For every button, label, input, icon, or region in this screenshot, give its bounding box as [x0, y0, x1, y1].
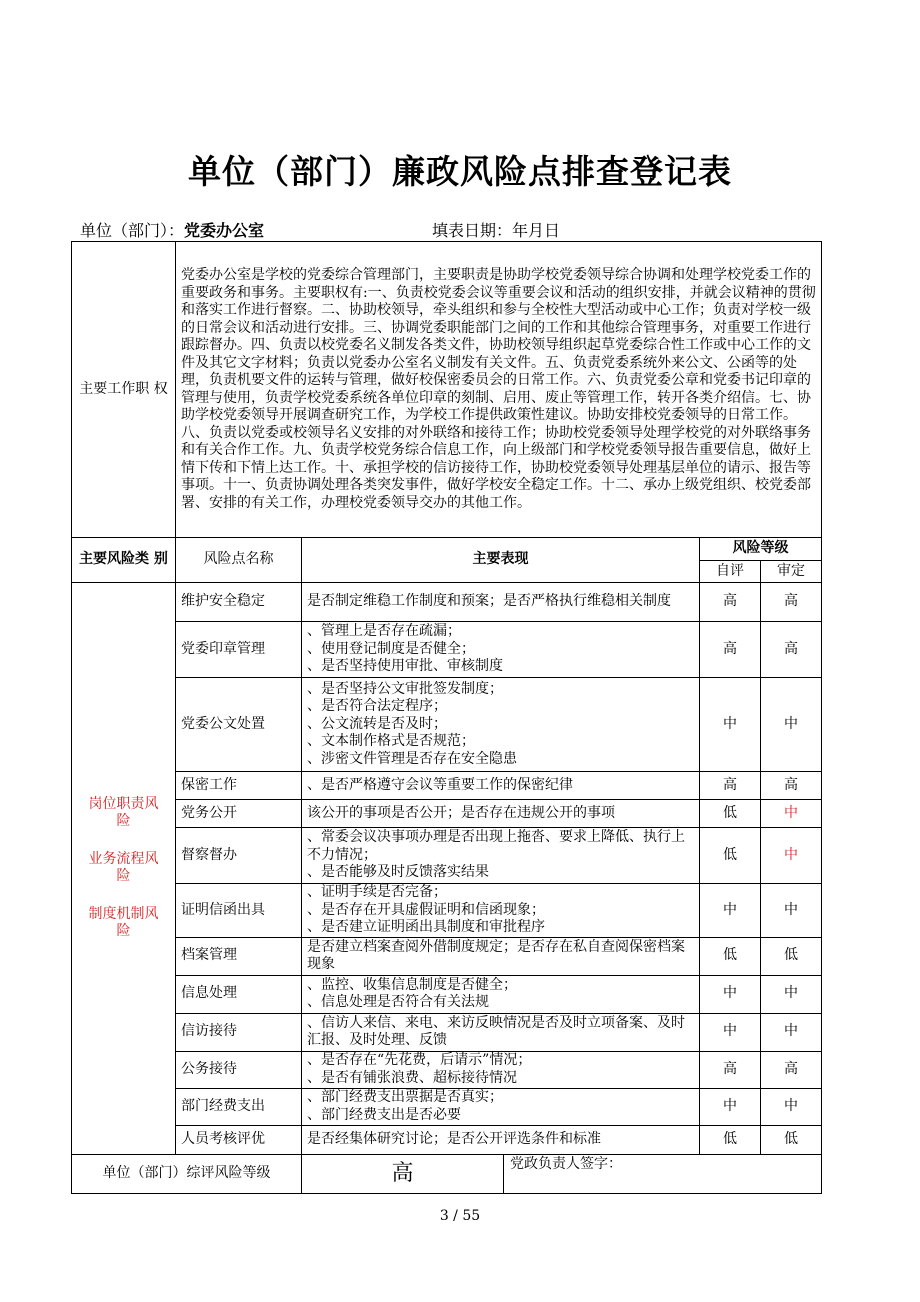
risk-description-line: 、管理上是否存在疏漏；	[307, 623, 461, 640]
risk-name: 党务公开	[176, 800, 302, 828]
risk-description-line: 是否制定维稳工作制度和预案；是否严格执行维稳相关制度	[307, 593, 671, 610]
header-category: 主要风险类 别	[72, 538, 176, 583]
risk-description-line: 、是否坚持公文审批签发制度；	[307, 680, 503, 697]
risk-description-line: 、是否严格遵守会议等重要工作的保密纪律	[307, 776, 573, 793]
risk-description-line: 、是否建立证明函出具制度和审批程序	[307, 919, 545, 935]
risk-row	[72, 1013, 822, 1051]
risk-row	[72, 772, 822, 800]
risk-description-line: 、信息处理是否符合有关法规	[307, 994, 489, 1010]
review-level: 高	[761, 772, 822, 800]
risk-name: 人员考核评优	[176, 1125, 302, 1154]
risk-description-line: 、是否存在“先花费，后请示”情况；	[307, 1052, 532, 1068]
duties-text: 党委办公室是学校的党委综合管理部门，主要职责是协助学校党委领导综合协调和处理学校党委工作的重要政务和事务。主要职权有:一、负责校党委会议等重要会议和活动的组织安排，并就会议精神的贯彻和落实工作进行督察。二、协助校领导，牵头组织和参与全校性大型活动或中心工作；负责对学校一级的日常会议和活动进行安排。三、协调党委职能部门之间的工作和其他综合管理事务，对重要工作进行跟踪督办。四、负责以校党委名义制发各类文件，协助校领导组织起草党委综合性工作或中心工作的文件及其它文字材料；负责以党委办公室名义制发有关文件。五、负责党委系统外来公文、公函等的处理，负责机要文件的运转与管理，做好校保密委员会的日常工作。六、负责党委公章和党委书记印章的管理与使用，负责学校党委系统各单位印章的刻制、启用、废止等管理工作，转开各类介绍信。七、协助学校党委领导开展调查研究工作，为学校工作提供政策性建议。协助安排校党委领导的日常工作。八、负责以党委或校领导名义安排的对外联络和接待工作；协助校党委领导处理学校党的对外联络事务和有关合作工作。九、负责学校党务综合信息工作，向上级部门和学校党委领导报告重要信息，做好上情下传和下情上达工作。十、承担学校的信访接待工作，协助校党委领导处理基层单位的请示、报告等事项。十一、负责协调处理各类突发事件，做好学校安全稳定工作。十二、承办上级党组织、校党委部署、安排的有关工作，办理校党委领导交办的其他工作。	[176, 242, 822, 538]
risk-description	[302, 1088, 700, 1125]
risk-description	[302, 800, 700, 828]
risk-row	[72, 1088, 822, 1125]
self-eval-level: 中	[700, 884, 761, 938]
risk-category: 岗位职责风 险	[88, 795, 173, 830]
risk-name: 档案管理	[176, 937, 302, 975]
risk-row	[72, 583, 822, 622]
unit-value: 党委办公室	[184, 221, 265, 240]
self-eval-level: 中	[700, 1013, 761, 1051]
risk-description-line: 、使用登记制度是否健全；	[307, 640, 475, 657]
risk-description-line: 、部门经费支出票据是否真实；	[307, 1089, 503, 1105]
self-eval-level: 高	[700, 622, 761, 678]
summary-label: 单位（部门）综评风险等级	[72, 1154, 302, 1193]
risk-register-table	[71, 241, 822, 1194]
risk-name: 信访接待	[176, 1013, 302, 1051]
risk-description-line: 、涉密文件管理是否存在安全隐患	[307, 750, 517, 767]
risk-description-line: 、文本制作格式是否规范；	[307, 733, 475, 750]
risk-row	[72, 937, 822, 975]
risk-description	[302, 937, 700, 975]
risk-row	[72, 975, 822, 1013]
review-level: 高	[761, 622, 822, 678]
risk-description-line: 该公开的事项是否公开；是否存在违规公开的事项	[307, 804, 615, 821]
self-eval-level: 低	[700, 828, 761, 884]
review-level: 中	[761, 828, 822, 884]
risk-description	[302, 1013, 700, 1051]
self-eval-level: 中	[700, 1088, 761, 1125]
header-self-eval: 自评	[700, 561, 761, 583]
risk-name: 部门经费支出	[176, 1088, 302, 1125]
risk-row	[72, 622, 822, 678]
risk-description	[302, 1051, 700, 1088]
review-level: 低	[761, 937, 822, 975]
unit-label: 单位（部门）：	[80, 221, 185, 240]
summary-row	[72, 1154, 822, 1193]
review-level: 高	[761, 583, 822, 622]
risk-description-line: 、是否有铺张浪费、超标接待情况	[307, 1069, 517, 1086]
risk-row	[72, 1051, 822, 1088]
signature-label: 党政负责人签字：	[510, 1155, 622, 1172]
self-eval-level: 中	[700, 678, 761, 772]
risk-description	[302, 1125, 700, 1154]
form-meta	[80, 218, 561, 241]
duties-label: 主要工作职 权	[72, 242, 176, 538]
risk-description	[302, 828, 700, 884]
risk-name: 证明信函出具	[176, 884, 302, 938]
risk-description-line: 、监控、收集信息制度是否健全；	[307, 976, 517, 993]
risk-description-line: 、证明手续是否完备；	[307, 884, 447, 900]
risk-description	[302, 975, 700, 1013]
review-level: 中	[761, 975, 822, 1013]
header-manifestation: 主要表现	[302, 538, 700, 583]
risk-name: 维护安全稳定	[176, 583, 302, 622]
risk-description	[302, 884, 700, 938]
risk-name: 党委印章管理	[176, 622, 302, 678]
risk-description-line: 、是否能够及时反馈落实结果	[307, 864, 489, 881]
risk-description-line: 、部门经费支出是否必要	[307, 1106, 461, 1123]
self-eval-level: 低	[700, 800, 761, 828]
review-level: 高	[761, 1051, 822, 1088]
page-number: 3 / 55	[439, 1208, 481, 1224]
risk-row	[72, 1125, 822, 1154]
risk-name: 督察督办	[176, 828, 302, 884]
review-level: 中	[761, 678, 822, 772]
review-level: 低	[761, 1125, 822, 1154]
review-level: 中	[761, 1088, 822, 1125]
self-eval-level: 高	[700, 583, 761, 622]
self-eval-level: 中	[700, 975, 761, 1013]
risk-description-line: 、信访人来信、来电、来访反映情况是否及时立项备案、及时汇报、及时处理、反馈	[307, 1014, 685, 1048]
risk-name: 公务接待	[176, 1051, 302, 1088]
risk-description-line: 、公文流转是否及时；	[307, 715, 447, 732]
page-title: 单位（部门）廉政风险点排查登记表	[188, 152, 732, 191]
self-eval-level: 高	[700, 1051, 761, 1088]
risk-row	[72, 678, 822, 772]
summary-right	[302, 1154, 822, 1193]
self-eval-level: 高	[700, 772, 761, 800]
self-eval-level: 低	[700, 1125, 761, 1154]
risk-description-line: 、是否符合法定程序；	[307, 698, 447, 715]
risk-row	[72, 884, 822, 938]
risk-row	[72, 800, 822, 828]
risk-row	[72, 828, 822, 884]
header-row	[72, 538, 822, 561]
risk-name: 保密工作	[176, 772, 302, 800]
header-level: 风险等级	[700, 538, 822, 561]
risk-description-line: 是否建立档案查阅外借制度规定；是否存在私自查阅保密档案现象	[307, 938, 685, 972]
risk-description-line: 、常委会议决事项办理是否出现上拖沓、要求上降低、执行上不力情况；	[307, 829, 685, 863]
fill-date: 填表日期：年月日	[432, 221, 561, 240]
duties-row	[72, 242, 822, 538]
risk-category: 业务流程风 险	[88, 850, 173, 885]
risk-description	[302, 622, 700, 678]
summary-level: 高	[302, 1155, 504, 1193]
risk-description	[302, 583, 700, 622]
risk-category: 制度机制风 险	[88, 905, 173, 940]
risk-description-line: 、是否存在开具虚假证明和信函现象；	[307, 901, 545, 918]
header-review: 审定	[761, 561, 822, 583]
review-level: 中	[761, 800, 822, 828]
header-risk-name: 风险点名称	[176, 538, 302, 583]
risk-name: 党委公文处置	[176, 678, 302, 772]
risk-description-line: 是否经集体研究讨论；是否公开评选条件和标准	[307, 1130, 601, 1147]
review-level: 中	[761, 1013, 822, 1051]
risk-category-cell	[72, 583, 176, 1155]
risk-description-line: 、是否坚持使用审批、审核制度	[307, 658, 503, 675]
risk-description	[302, 772, 700, 800]
self-eval-level: 低	[700, 937, 761, 975]
risk-description	[302, 678, 700, 772]
risk-name: 信息处理	[176, 975, 302, 1013]
review-level: 中	[761, 884, 822, 938]
